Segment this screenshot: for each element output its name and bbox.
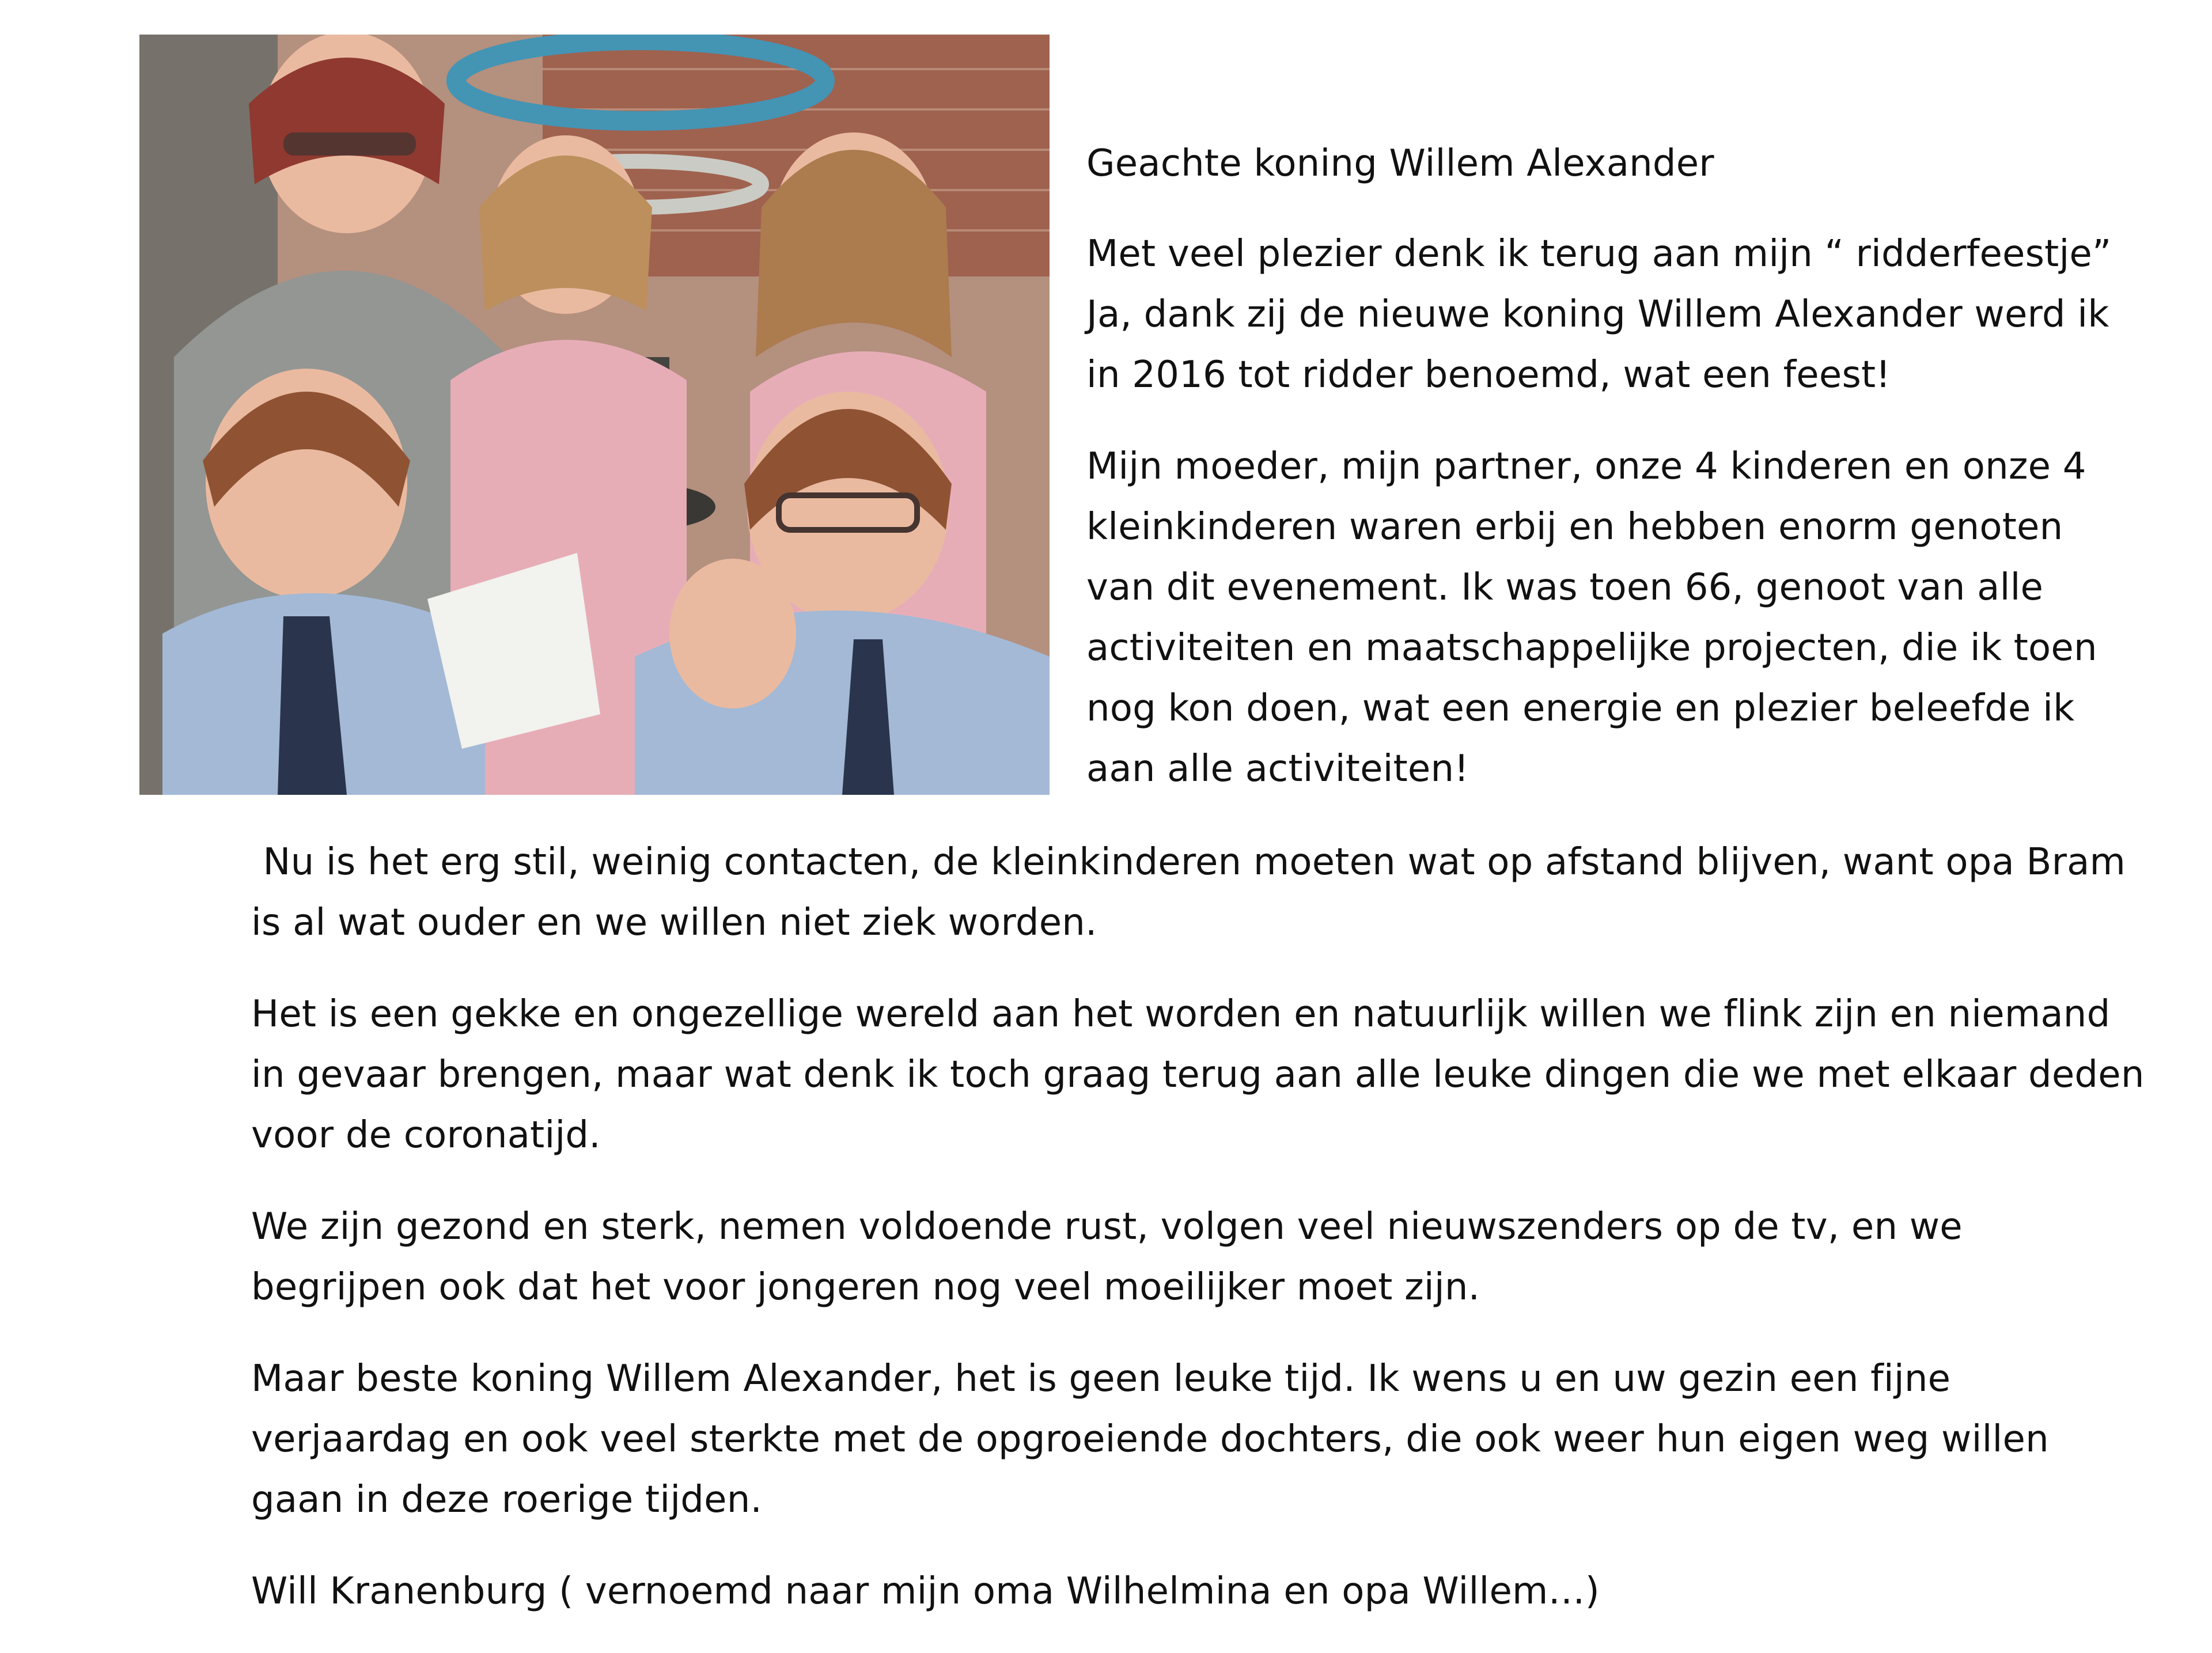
salutation: Geachte koning Willem Alexander	[1086, 142, 1714, 185]
signature: Will Kranenburg ( vernoemd naar mijn oma Wilhelmina en opa Willem…)	[251, 1570, 1600, 1613]
paragraph-quiet-times: Nu is het erg stil, weinig contacten, de kleinkinderen moeten wat op afstand blijven, want opa Bram is al wat ouder en we willen niet ziek worden.	[251, 841, 2126, 944]
letter-opening	[1086, 134, 2141, 831]
paragraph-strange-world: Het is een gekke en ongezellige wereld aan het worden en natuurlijk willen we flink zijn en niemand in gevaar brengen, maar wat denk ik toch graag terug aan alle leuke dingen die we met elkaar deden voor de coronatijd.	[251, 993, 2145, 1157]
family-photo-illustration	[139, 35, 1050, 795]
paragraph-birthday-wishes: Maar beste koning Willem Alexander, het is geen leuke tijd. Ik wens u en uw gezin een fijne verjaardag en ook veel sterkte met de opgroeiende dochters, die ook weer hun eigen weg willen gaan in deze roerige tijden.	[251, 1358, 2049, 1521]
letter-body	[251, 832, 2164, 1653]
paragraph-ridderfeestje: Met veel plezier denk ik terug aan mijn “ ridderfeestje” Ja, dank zij de nieuwe koning Willem Alexander werd ik in 2016 tot ridder benoemd, wat een feest!	[1086, 233, 2112, 396]
paragraph-family: Mijn moeder, mijn partner, onze 4 kinderen en onze 4 kleinkinderen waren erbij en hebben enorm genoten van dit evenement. Ik was toen 66, genoot van alle activiteiten en maatschappelijke projecten, die ik toen nog kon doen, wat een energie en plezier beleefde ik aan alle activiteiten!	[1086, 445, 2097, 790]
family-photo	[139, 35, 1050, 795]
paragraph-healthy: We zijn gezond en sterk, nemen voldoende rust, volgen veel nieuwszenders op de tv, en we begrijpen ook dat het voor jongeren nog veel moeilijker moet zijn.	[251, 1205, 1963, 1309]
